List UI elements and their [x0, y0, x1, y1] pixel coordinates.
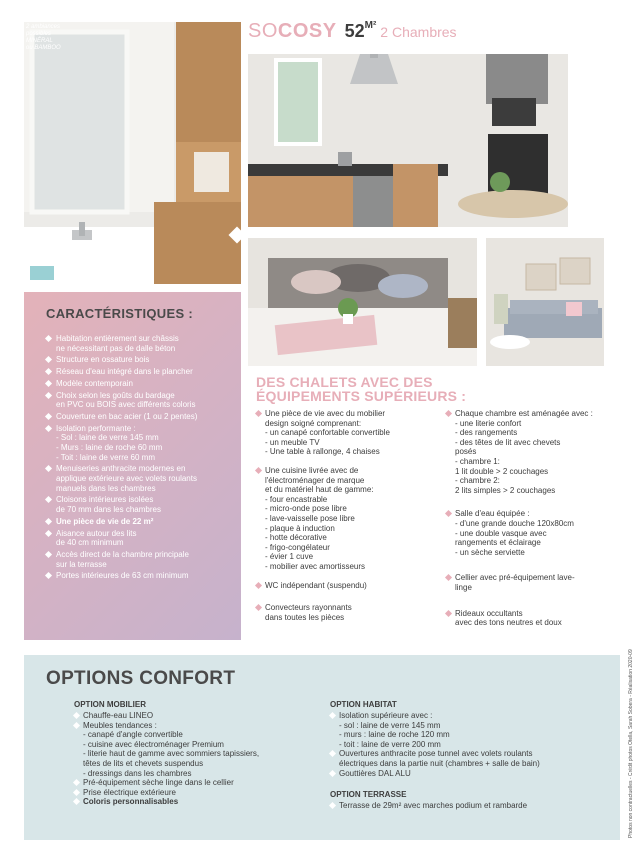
living-photo — [486, 238, 604, 366]
option-mobilier — [74, 700, 324, 807]
list-item: Terrasse de 29m² avec marches podium et rambarde — [330, 801, 615, 811]
bathroom-photo — [24, 22, 241, 284]
title-so: SO — [248, 20, 278, 42]
living-area-value: 22 m² — [132, 516, 154, 526]
list-item: Gouttières DAL ALU — [330, 769, 615, 779]
kitchen-photo — [248, 54, 568, 227]
characteristics-panel — [24, 292, 241, 640]
equipment-right-column — [446, 409, 616, 628]
list-item: Choix selon les goûts du bardage en PVC ou BOIS avec différents coloris — [46, 391, 236, 410]
list-item: Convecteurs rayonnants dans toutes les pièces — [256, 603, 446, 622]
list-item: Rideaux occultants avec des tons neutres et doux — [446, 609, 616, 628]
title-cosy: COSY — [277, 20, 337, 42]
list-item: Une pièce de vie avec du mobilier design soigné comprenant: - un canapé confortable convertible - un meuble TV - Une table à rallonge, 4 chaises — [256, 409, 446, 457]
list-item: Coloris personnalisables — [74, 797, 324, 807]
option-terrasse-heading: OPTION TERRASSE — [330, 790, 407, 800]
title-size-unit: M² — [364, 20, 377, 31]
option-mobilier-list — [74, 711, 324, 807]
list-item: Accès direct de la chambre principale sur la terrasse — [46, 550, 236, 569]
list-item: Couverture en bac acier (1 ou 2 pentes) — [46, 412, 236, 422]
equipment-title: DES CHALETS AVEC DES ÉQUIPEMENTS SUPÉRIEURS : — [256, 374, 467, 404]
photo-caption: 2 ambiances possibles MINÉRAL ou BAMBOO — [26, 24, 61, 51]
list-item: Cloisons intérieures isolées de 70 mm dans les chambres — [46, 495, 236, 514]
list-item: Pré-équipement sèche linge dans le cellier — [74, 778, 324, 788]
list-item: Une cuisine livrée avec de l'électroménager de marque et du matériel haut de gamme: - four encastrable - micro-onde pose libre - lave-vaisselle pose libre - plaque à induction - hotte décorative - frigo-congélateur - évier 1 cuve - mobilier avec amortisseurs — [256, 466, 446, 572]
list-item: Chaque chambre est aménagée avec : - une literie confort - des rangements - des têtes de lit avec chevets posés - chambre 1: 1 lit double > 2 couchages - chambre 2: 2 lits simples > 2 couchages — [446, 409, 616, 495]
list-item: Menuiseries anthracite modernes en applique extérieure avec volets roulants manuels dans les chambres — [46, 464, 236, 493]
list-item: Portes intérieures de 63 cm minimum — [46, 571, 236, 581]
list-item: Isolation supérieure avec : - sol : laine de verre 145 mm - murs : laine de roche 120 mm - toit : laine de verre 200 mm — [330, 711, 615, 749]
option-mobilier-heading: OPTION MOBILIER — [74, 700, 146, 709]
list-item: Habitation entièrement sur châssis ne nécessitant pas de dalle béton — [46, 334, 236, 353]
characteristics-list — [46, 334, 236, 583]
title-size: 52 — [344, 21, 365, 41]
equipment-left-column — [256, 409, 446, 622]
list-item: Prise électrique extérieure — [74, 788, 324, 798]
title-rooms: 2 Chambres — [380, 24, 457, 40]
option-habitat-list — [330, 711, 615, 778]
list-item: Chauffe-eau LINEO — [74, 711, 324, 721]
list-item: Cellier avec pré-équipement lave- linge — [446, 573, 616, 592]
option-terrasse-list — [330, 801, 615, 811]
page-title — [248, 20, 457, 43]
characteristics-title: CARACTÉRISTIQUES : — [46, 306, 193, 321]
list-item: Salle d'eau équipée : - d'une grande douche 120x80cm - une double vasque avec rangements et éclairage - un sèche serviette — [446, 509, 616, 557]
list-item: Ouvertures anthracite pose tunnel avec volets roulants électriques dans la partie nuit (chambres + salle de bain) — [330, 749, 615, 768]
list-item-living-area — [46, 517, 236, 527]
bedroom-photo — [248, 238, 477, 366]
list-item: Réseau d'eau intégré dans le plancher — [46, 367, 236, 377]
side-credits: Photos non contractuelles - Crédit photos Otella, Sarah Sobera - Réalisation 2020-09 — [628, 649, 634, 838]
list-item: Structure en ossature bois — [46, 355, 236, 365]
list-item: Meubles tendances : - canapé d'angle convertible - cuisine avec électroménager Premium - literie haut de gamme avec sommiers tapissiers, têtes de lits et chevets suspendus - dressings dans les chambres — [74, 721, 324, 779]
option-habitat-heading: OPTION HABITAT — [330, 700, 397, 709]
living-area-label: Une pièce de vie de — [56, 516, 133, 526]
list-item: Isolation performante : - Sol : laine de verre 145 mm - Murs : laine de roche 60 mm - Toit : laine de verre 60 mm — [46, 424, 236, 462]
options-panel — [24, 655, 620, 840]
option-habitat — [330, 700, 615, 811]
list-item: Modèle contemporain — [46, 379, 236, 389]
list-item: WC indépendant (suspendu) — [256, 581, 446, 591]
options-title: OPTIONS CONFORT — [46, 668, 236, 689]
list-item: Aisance autour des lits de 40 cm minimum — [46, 529, 236, 548]
